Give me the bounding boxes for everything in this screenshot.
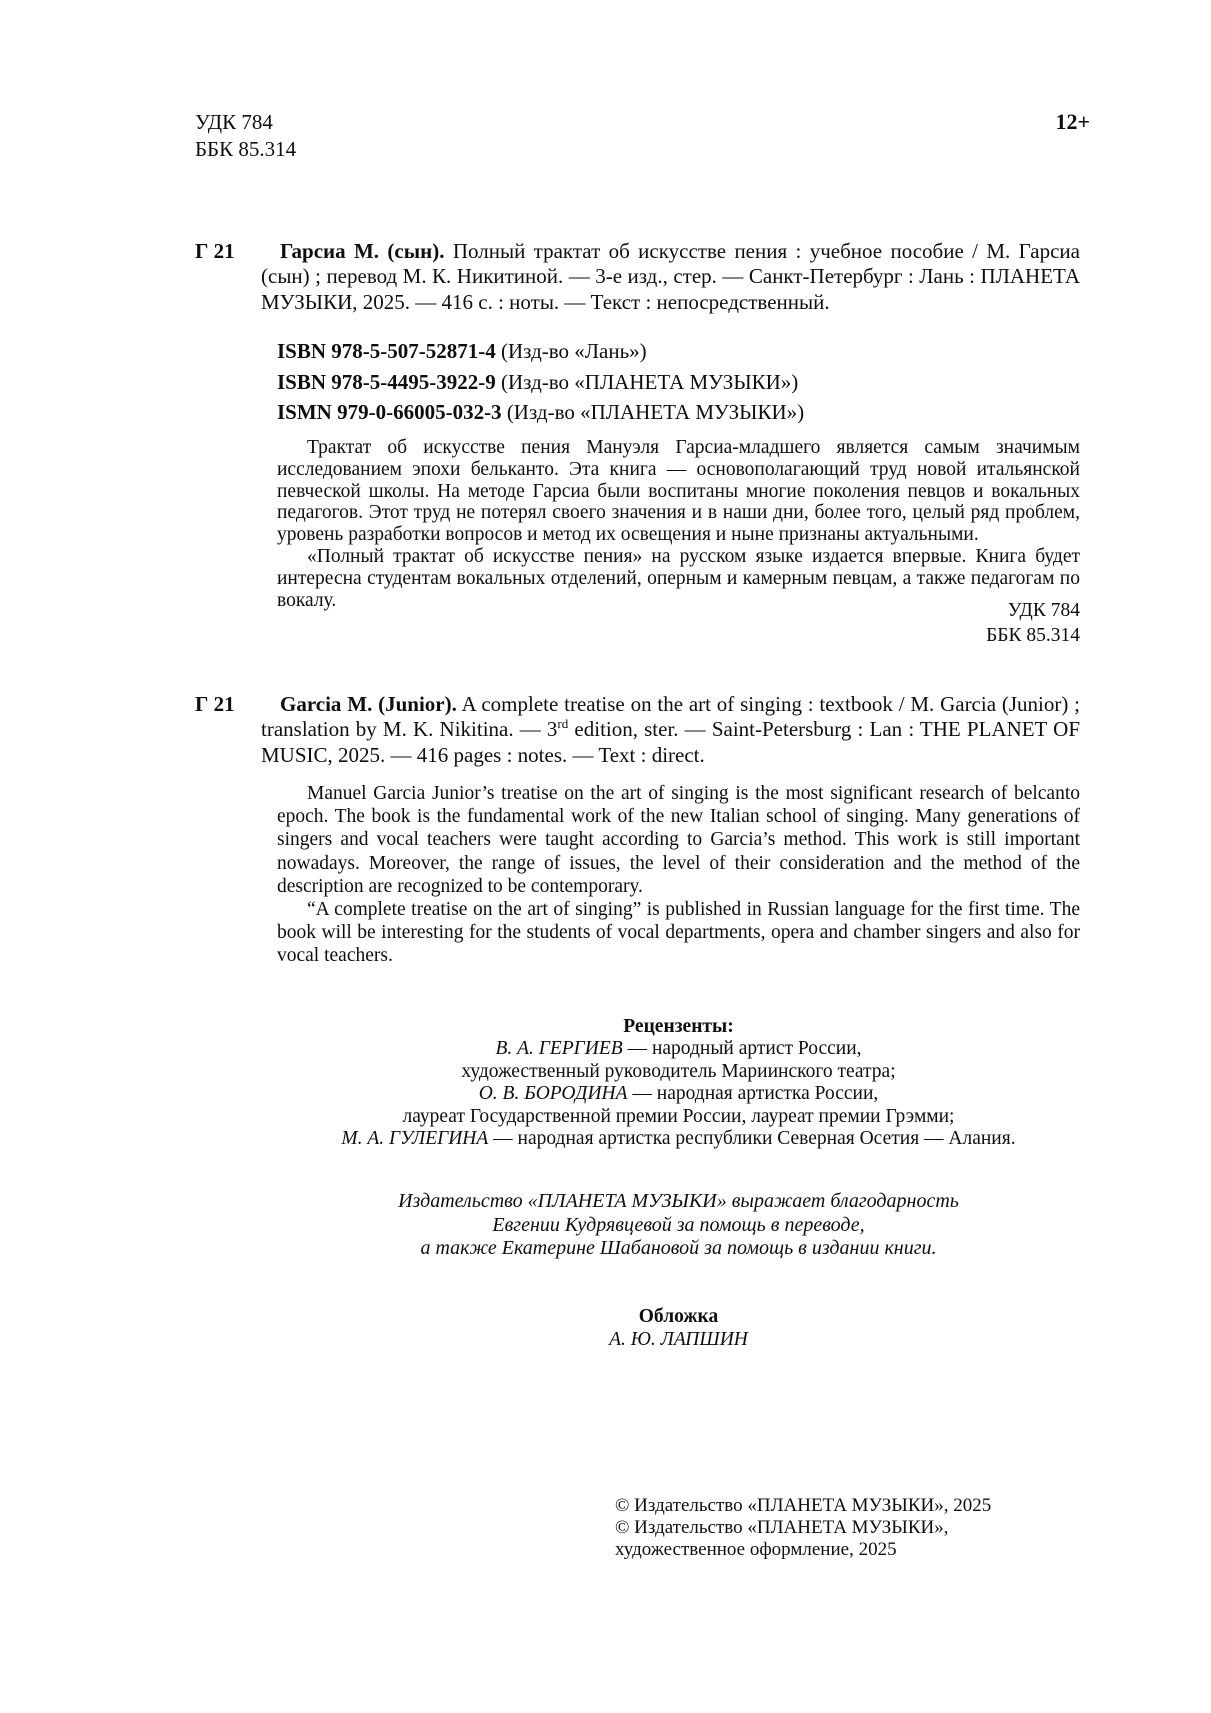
annotation-paragraph: «Полный трактат об искусстве пения» на русском языке издается впервые. Книга будет интересна студентам вокальных отделений, оперным и камерным певцам, а также педагогам по вокалу. <box>277 545 1080 611</box>
entry-bibliographic-text: edition, ster. — Saint-Petersburg : Lan : THE PLANET OF MUSIC, 2025. — 416 pages : notes. — Text : direct. <box>261 717 1080 767</box>
reviewer-line <box>277 1128 1080 1150</box>
reviewer-line <box>277 1106 1080 1128</box>
entry-author: Garcia M. (Junior). <box>280 692 457 716</box>
annotation-paragraph: Manuel Garcia Junior’s treatise on the art of singing is the most significant research of belcanto epoch. The book is the fundamental work of the new Italian school of singing. Many generations of singers and vocal teachers were taught according to Garcia’s method. This work is still important nowadays. Moreover, the range of issues, the level of their consideration and the method of the description are recognized to be contemporary. <box>277 783 1080 897</box>
entry-author: Гарсиа М. (сын). <box>280 239 445 263</box>
acknowledgment-line: Евгении Кудрявцевой за помощь в переводе, <box>492 1213 865 1236</box>
age-rating-badge: 12+ <box>1055 109 1090 134</box>
udk-code: УДК 784 <box>195 110 273 134</box>
annotation-paragraph: “A complete treatise on the art of singing” is published in Russian language for the first time. The book will be interesting for the students of vocal departments, opera and chamber singers and also for vocal teachers. <box>277 899 1080 967</box>
reviewer-line <box>277 1038 1080 1060</box>
bbk-code: ББК 85.314 <box>195 137 297 161</box>
copyright-section <box>615 1495 1020 1560</box>
classification-codes-top <box>195 109 296 163</box>
catalog-entry-ru <box>195 239 1080 315</box>
annotation-en <box>277 782 1080 968</box>
isbn-code: ISBN 978-5-4495-3922-9 <box>277 369 496 394</box>
bbk-code-right: ББК 85.314 <box>986 625 1080 646</box>
annotation-ru <box>277 437 1080 611</box>
annotation-paragraph: Трактат об искусстве пения Мануэля Гарсиа-младшего является самым значимым исследованием эпохи бельканто. Эта книга — основополагающий труд новой итальянской певческой школы. На методе Гарсиа были воспитаны многие поколения певцов и вокальных педагогов. Этот труд не потерял своего значения и в наши дни, более того, целый ряд проблем, уровень разработки вопросов и метод их освещения и ныне признаны актуальными. <box>277 437 1080 546</box>
isbn-code: ISBN 978-5-507-52871-4 <box>277 339 496 363</box>
reviewer-name: О. В. БОРОДИНА <box>478 1083 628 1105</box>
acknowledgment-line: а также Екатерине Шабановой за помощь в издании книги. <box>420 1237 937 1259</box>
reviewer-name: М. А. ГУЛЕГИНА <box>341 1128 489 1150</box>
superscript-ordinal: rd <box>557 716 569 732</box>
reviewer-line <box>277 1061 1080 1083</box>
catalog-entry-en <box>195 692 1080 768</box>
acknowledgment-section <box>277 1190 1080 1261</box>
entry-bibliographic-text: Полный трактат об искусстве пения : учебное пособие / М. Гарсиа (сын) ; перевод М. К. Никитиной. — 3-е изд., стер. — Санкт-Петербург : Лань : ПЛАНЕТА МУЗЫКИ, 2025. — 416 с. : ноты. — Текст : непосредственный. <box>261 239 1080 314</box>
entry-label: Г 21 <box>195 239 235 263</box>
cover-artist-name: А. Ю. ЛАПШИН <box>609 1328 748 1350</box>
reviewer-role: — народная артистка России, <box>627 1083 879 1105</box>
copyright-line: © Издательство «ПЛАНЕТА МУЗЫКИ», художественное оформление, 2025 <box>615 1516 949 1560</box>
ismn-code: ISMN 979-0-66005-032-3 <box>277 400 502 425</box>
isbn-block <box>277 336 804 428</box>
ismn-publisher: (Изд-во «ПЛАНЕТА МУЗЫКИ») <box>501 400 805 425</box>
reviewer-role: художественный руководитель Мариинского театра; <box>461 1060 896 1082</box>
cover-credit-section <box>277 1306 1080 1351</box>
reviewer-name: В. А. ГЕРГИЕВ <box>495 1038 623 1060</box>
reviewer-role: — народная артистка республики Северная Осетия — Алания. <box>488 1128 1016 1150</box>
reviewer-role: — народный артист России, <box>622 1038 862 1060</box>
isbn-publisher: (Изд-во «Лань») <box>495 339 647 363</box>
classification-codes-right <box>986 598 1080 648</box>
entry-bibliographic-text: A complete treatise on the art of singing : textbook / M. Garcia (Junior) ; translation by M. K. Nikitina. — 3 <box>261 692 1080 742</box>
cover-heading: Обложка <box>638 1306 719 1327</box>
copyright-line: © Издательство «ПЛАНЕТА МУЗЫКИ», 2025 <box>615 1495 992 1516</box>
entry-description <box>261 239 1080 315</box>
reviewers-heading: Рецензенты: <box>623 1016 734 1037</box>
isbn-line <box>277 336 804 367</box>
reviewers-section <box>277 1016 1080 1150</box>
entry-label: Г 21 <box>195 692 235 716</box>
acknowledgment-line: Издательство «ПЛАНЕТА МУЗЫКИ» выражает благодарность <box>398 1190 959 1212</box>
ismn-line <box>277 397 804 428</box>
isbn-publisher: (Изд-во «ПЛАНЕТА МУЗЫКИ») <box>495 369 799 394</box>
udk-code-right: УДК 784 <box>1007 600 1080 621</box>
reviewer-line <box>277 1083 1080 1105</box>
reviewer-role: лауреат Государственной премии России, лауреат премии Грэмми; <box>402 1105 955 1127</box>
isbn-line <box>277 367 804 398</box>
entry-description <box>261 692 1080 768</box>
